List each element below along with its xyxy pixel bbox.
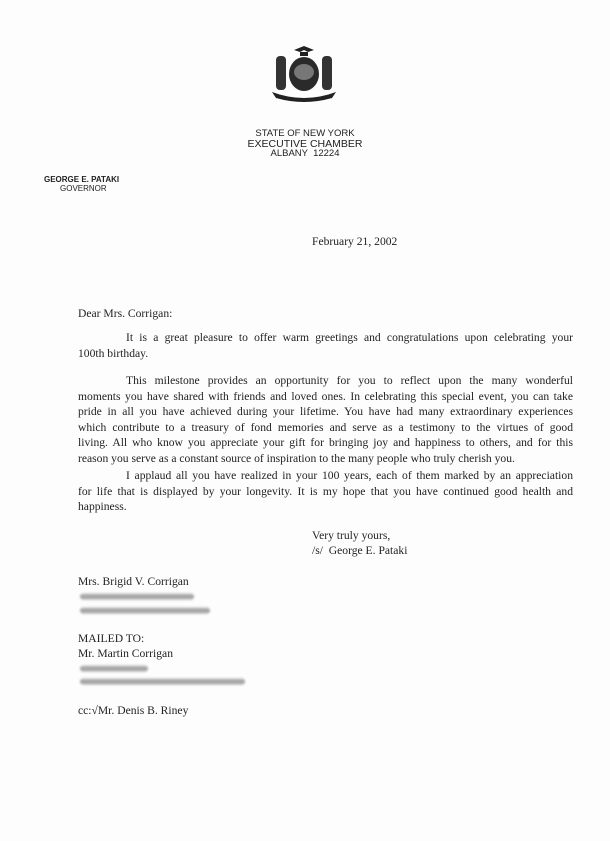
- paragraph-line: happiness.: [78, 500, 127, 514]
- paragraph-line: This milestone provides an opportunity for you to reflect upon the many wonderful: [126, 374, 573, 387]
- cc-line: cc:√Mr. Denis B. Riney: [78, 704, 189, 717]
- governor-block: [44, 175, 119, 193]
- letterhead-line-3: ALBANY 12224: [270, 148, 340, 159]
- governor-title: GOVERNOR: [60, 184, 107, 193]
- redacted-address-line: [80, 678, 245, 685]
- governor-name: GEORGE E. PATAKI: [44, 175, 120, 184]
- letterhead-address: [200, 129, 410, 159]
- recipient-name: Mrs. Brigid V. Corrigan: [78, 575, 189, 588]
- mailed-to-name: Mr. Martin Corrigan: [78, 647, 173, 660]
- paragraph-line: reason you serve as a constant source of inspiration to the many people who truly cherish you.: [78, 451, 515, 465]
- redacted-address-line: [80, 665, 148, 672]
- mailed-to-label: MAILED TO:: [78, 632, 145, 645]
- redacted-address-line: [80, 593, 194, 600]
- paragraph-line: pride in all you have achieved during your lifetime. You have had many extraordinary experiences: [78, 405, 573, 419]
- paragraph-line: I applaud all you have realized in your 100 years, each of them marked by an appreciation: [126, 469, 573, 482]
- signature: /s/ George E. Pataki: [312, 544, 408, 557]
- paragraph-line: for life that is displayed by your longevity. It is my hope that you have continued good health and: [78, 484, 573, 498]
- letter-date: February 21, 2002: [312, 235, 398, 248]
- redacted-address-line: [80, 607, 210, 614]
- paragraph-line: moments you have shared with friends and loved ones. In celebrating this special event, you can take: [78, 389, 573, 403]
- paragraph-line: living. All who know you appreciate your gift for bringing joy and happiness to others, and for this: [78, 436, 573, 450]
- state-seal: [268, 42, 340, 104]
- paragraph-1: [78, 330, 573, 361]
- paragraph-line: It is a great pleasure to offer warm greetings and congratulations upon celebrating your: [126, 331, 573, 344]
- paragraph-2: [78, 373, 573, 467]
- paragraph-line: which contribute to a treasury of fond memories and serve as a testimony to the virtues of good: [78, 420, 573, 434]
- letterhead-line-1: STATE OF NEW YORK: [255, 128, 355, 139]
- paragraph-3: [78, 468, 573, 515]
- letterhead-line-2: EXECUTIVE CHAMBER: [247, 138, 363, 150]
- paragraph-line: 100th birthday.: [78, 346, 149, 360]
- closing: Very truly yours,: [312, 529, 391, 542]
- salutation: Dear Mrs. Corrigan:: [78, 307, 173, 320]
